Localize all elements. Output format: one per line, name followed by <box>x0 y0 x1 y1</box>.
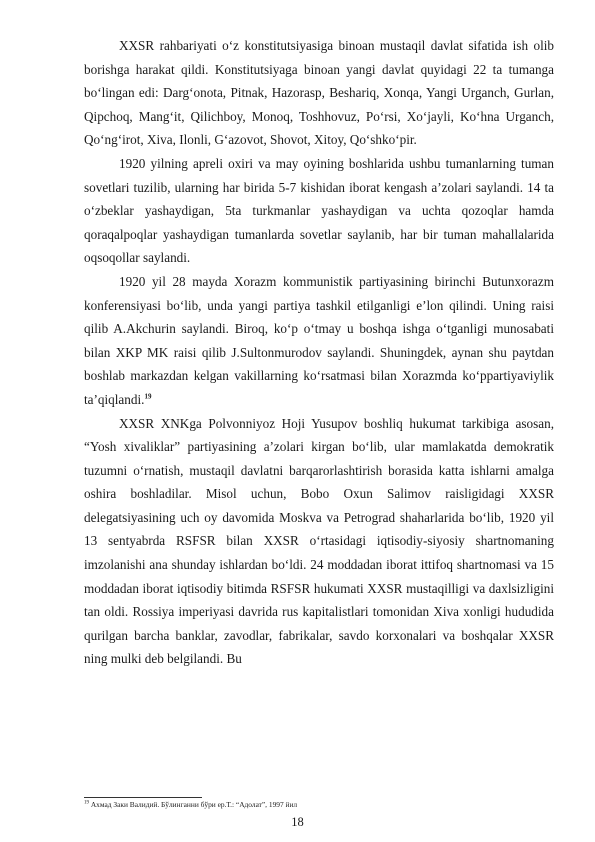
document-body <box>84 34 554 671</box>
footnote-reference[interactable]: 19 <box>144 392 152 401</box>
footnote-number: 19 <box>84 800 89 806</box>
paragraph-4: XXSR XNKga Polvonniyoz Hoji Yusupov boshliq hukumat tarkibiga asosan, “Yosh xivaliklar” partiyasining a’zolari kirgan bo‘lib, ular mamlakatda demokratik tuzumni o‘rnatish, mustaqil davlatni barqarorlashtirish borasida katta ishlarni amalga oshira boshladilar. Misol uchun, Bobo Oxun Salimov raisligidagi XXSR delegatsiyasining uch oy davomida Moskva va Petrograd shaharlarida bo‘lib, 1920 yil 13 sentyabrda RSFSR bilan XXSR o‘rtasidagi iqtisodiy-siyosiy shartnomaning imzolanishi ana shunday ishlardan bo‘ldi. 24 moddadan iborat ittifoq shartnomasi va 15 moddadan iborat iqtisodiy bitimda RSFSR hukumati XXSR mustaqilligi va daxlsizligini tan oldi. Rossiya imperiyasi davrida rus kapitalistlari tomonidan Xiva xonligi hududida qurilgan barcha banklar, zavodlar, fabrikalar, savdo korxonalari va boshqalar XXSR ning mulki deb belgilandi. Bu <box>84 415 554 667</box>
paragraph-2: 1920 yilning apreli oxiri va may oyining boshlarida ushbu tumanlarning tuman sovetlari tuzilib, ularning har birida 5-7 kishidan iborat kengash a’zolari saylandi. 14 ta o‘zbeklar yashaydigan, 5ta turkmanlar yashaydigan va uchta qozoqlar hamda qoraqalpoqlar yashaydigan tumanlarda sovetlar saylanib, har bir tuman mahallalarida oqsoqollar saylandi. <box>84 155 554 266</box>
paragraph-3 <box>84 270 554 412</box>
paragraph-3-text: 1920 yil 28 mayda Xorazm kommunistik partiyasining birinchi Butunxorazm konferensiyasi bo‘lib, unda yangi partiya tashkil etilganligi e’lon qilindi. Uning raisi qilib A.Akchurin saylandi. Biroq, ko‘p o‘tmay u boshqa ishga o‘tganligi munosabati bilan XKP MK raisi qilib J.Sultonmurodov saylandi. Shuningdek, aynan shu paytdan boshlab markazdan kelgan vakillarning ko‘rsatmasi bilan Xorazmda ko‘ppartiyaviylik ta’qiqlandi. <box>84 273 554 407</box>
paragraph-1: XXSR rahbariyati o‘z konstitutsiyasiga binoan mustaqil davlat sifatida ish olib borishga harakat qildi. Konstitutsiyaga binoan yangi davlat quyidagi 22 ta tumanga bo‘lingan edi: Darg‘onota, Pitnak, Hazorasp, Beshariq, Xonqa, Yangi Urganch, Gurlan, Qipchoq, Mang‘it, Qilichboy, Monoq, Toshhovuz, Po‘rsi, Xo‘jayli, Ko‘hna Urganch, Qo‘ng‘irot, Xiva, Ilonli, G‘azovot, Shovot, Xitoy, Qo‘shko‘pir. <box>84 38 554 148</box>
footnote-separator <box>84 797 202 798</box>
footnote <box>84 800 297 809</box>
page-number: 18 <box>291 815 304 829</box>
footnote-text: Ахмад Заки Валидий. Бўлинганни бўри ер.Т.: “Адолат”, 1997 йил <box>89 800 298 809</box>
